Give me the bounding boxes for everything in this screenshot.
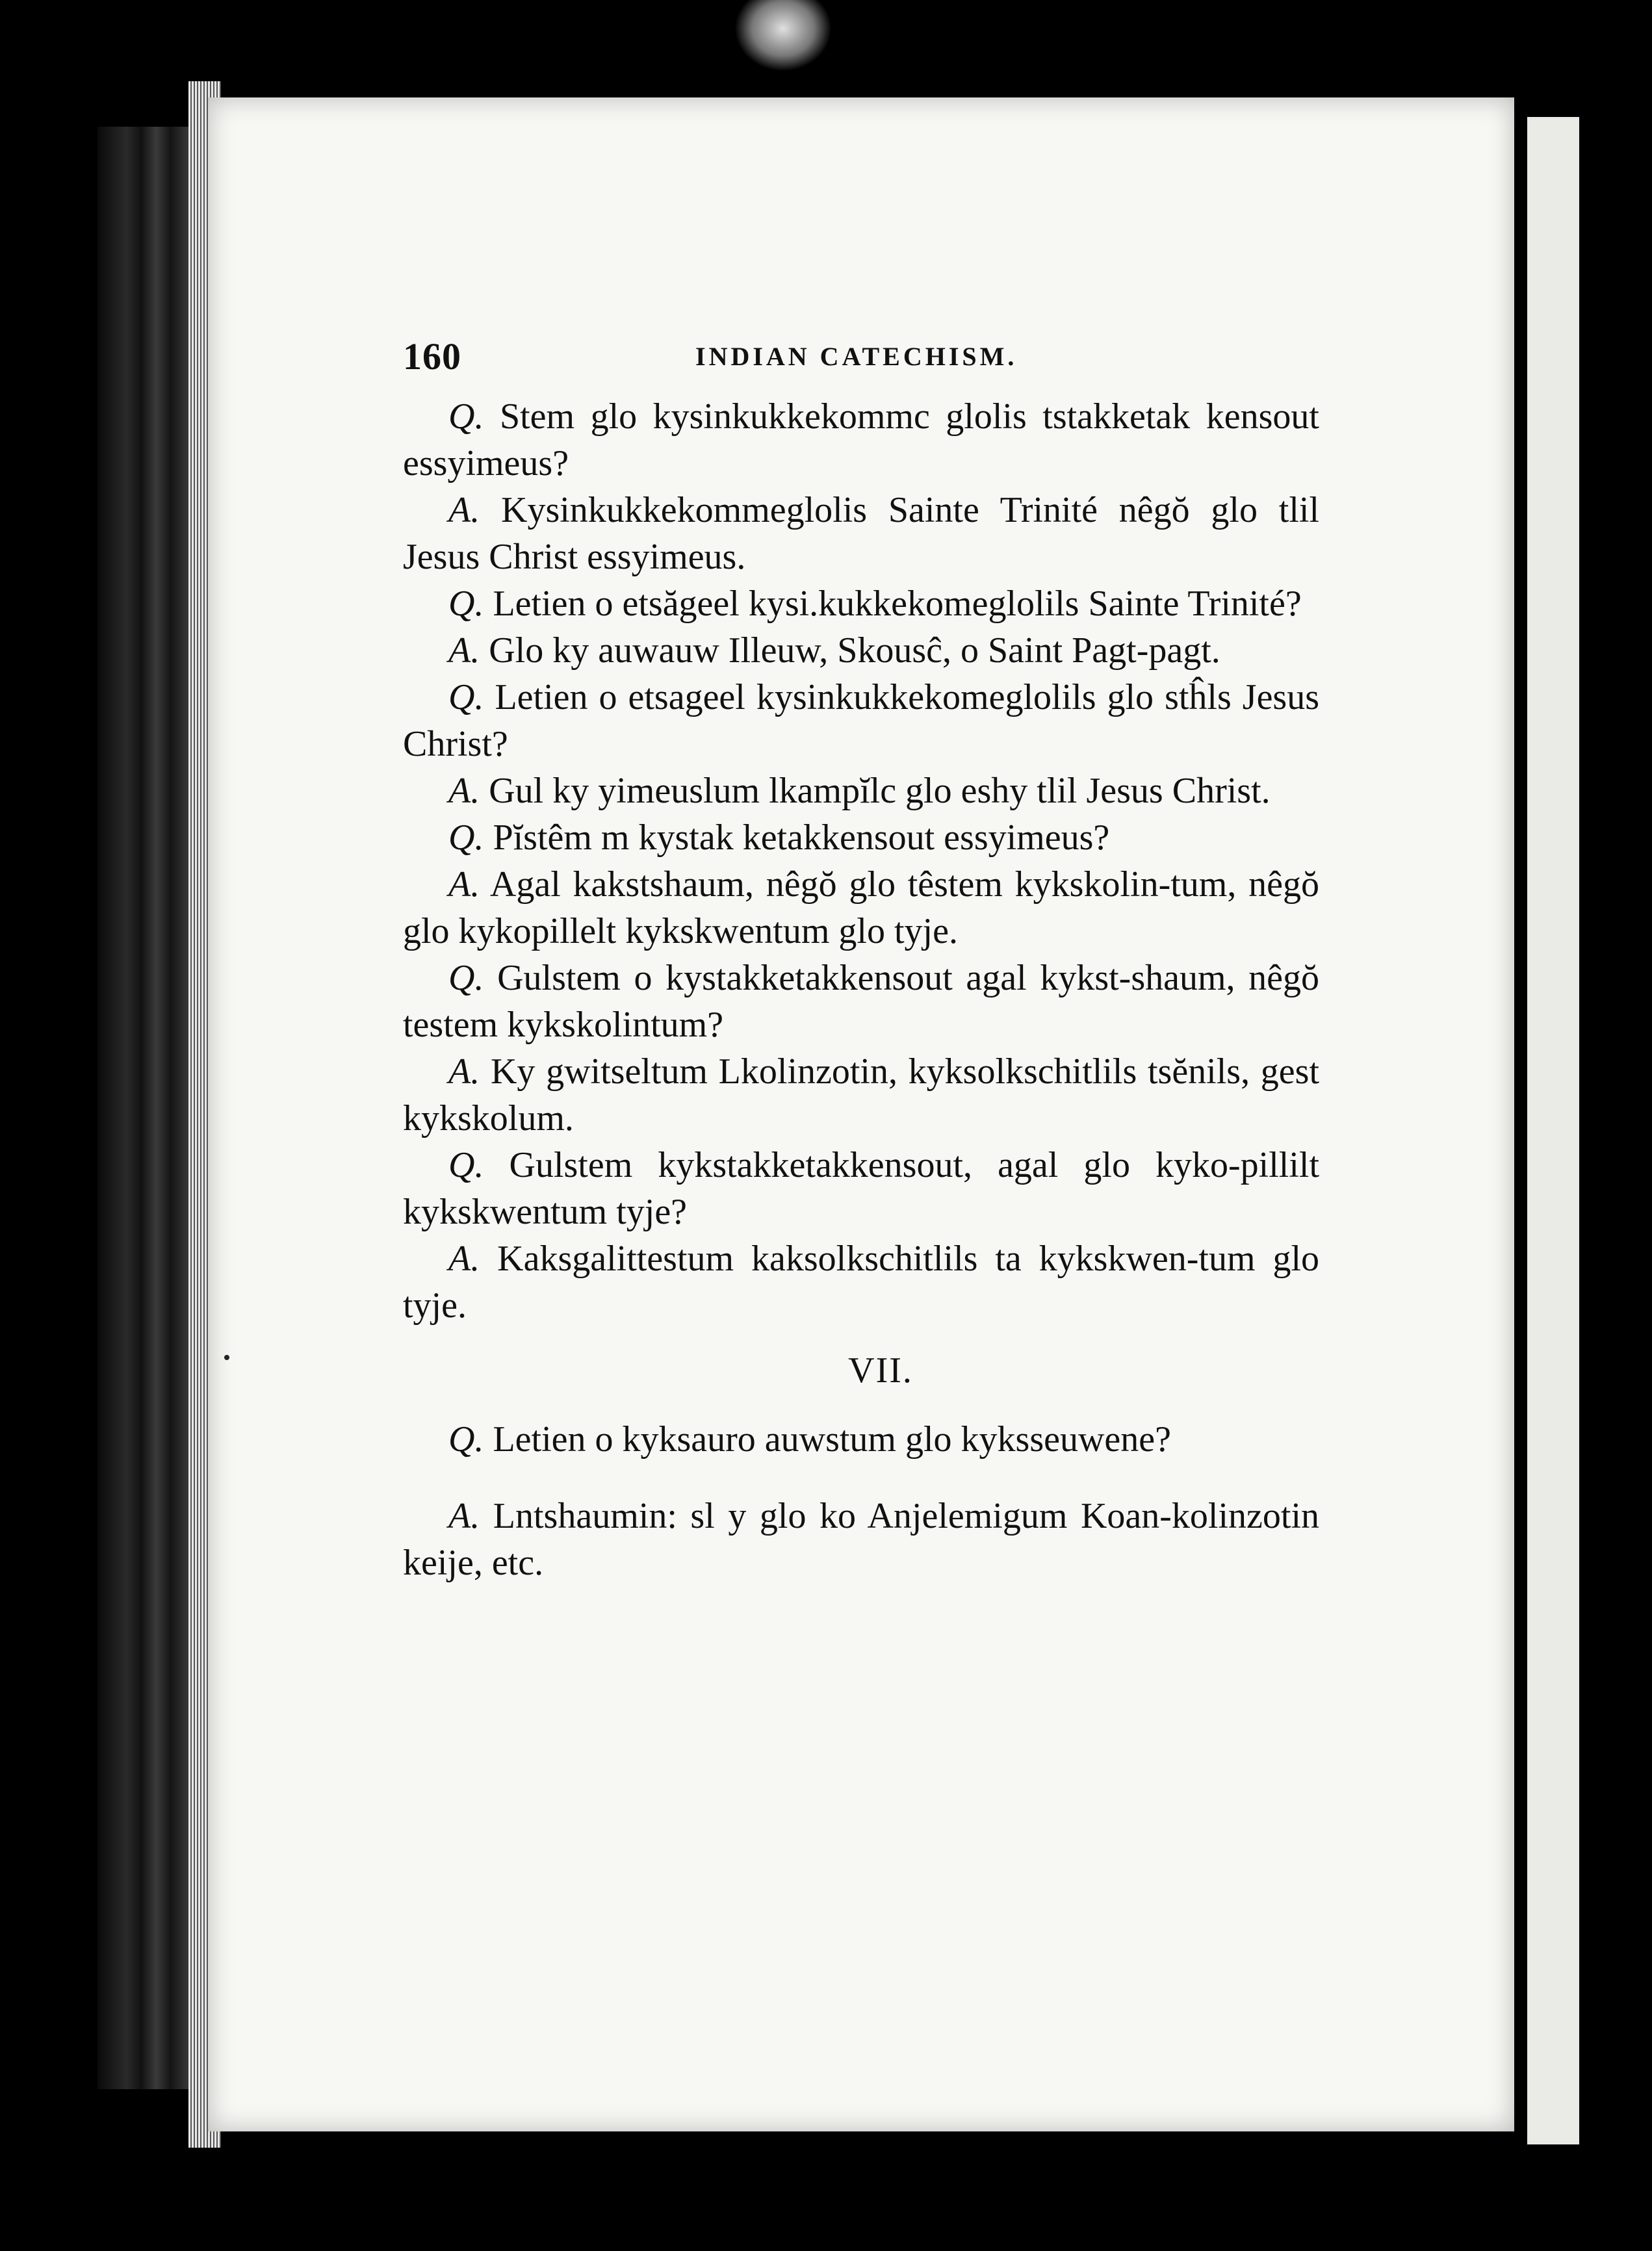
answer-label: A.	[448, 864, 480, 905]
answer-label: A.	[448, 1239, 480, 1279]
paragraph-text: Kysinkukkekommeglolis Sainte Trinité nêgŏ glo tlil Jesus Christ essyimeus.	[403, 490, 1319, 577]
answer-paragraph	[403, 1493, 1319, 1586]
question-paragraph	[403, 814, 1319, 861]
page-text	[403, 335, 1319, 1586]
page-number: 160	[403, 335, 461, 378]
paragraph-text: Kaksgalittestum kaksolkschitlils ta kykskwen-tum glo tyje.	[403, 1239, 1320, 1326]
paragraph-text: Letien o etsăgeel kysi.kukkekomeglolils Sainte Trinité?	[493, 584, 1302, 624]
answer-label: A.	[448, 490, 480, 530]
answer-paragraph	[403, 767, 1319, 814]
question-label: Q.	[448, 1145, 484, 1185]
question-label: Q.	[448, 396, 484, 437]
scan-smudge	[734, 0, 832, 71]
answer-paragraph	[403, 861, 1319, 955]
book-binding	[97, 127, 195, 2089]
catechism-entries	[403, 393, 1319, 1329]
question-label: Q.	[448, 958, 484, 998]
running-title: INDIAN CATECHISM.	[695, 342, 1018, 371]
answer-label: A.	[448, 630, 480, 671]
paragraph-text: Ky gwitseltum Lkolinzotin, kyksolkschitlils tsĕnils, gest kykskolum.	[403, 1051, 1320, 1138]
paragraph-text: Letien o etsageel kysinkukkekomeglolils glo stĥls Jesus Christ?	[403, 677, 1320, 764]
answer-label: A.	[448, 771, 480, 811]
question-label: Q.	[448, 584, 484, 624]
question-paragraph	[403, 955, 1319, 1048]
catechism-entries-section-vii	[403, 1416, 1319, 1586]
scan-speck	[224, 1355, 229, 1360]
question-label: Q.	[448, 677, 484, 717]
answer-paragraph	[403, 487, 1319, 580]
question-paragraph	[403, 1416, 1319, 1463]
paragraph-text: Agal kakstshaum, nêgŏ glo têstem kykskolin-tum, nêgŏ glo kykopillelt kykskwentum glo tyje.	[403, 864, 1319, 951]
answer-label: A.	[448, 1051, 480, 1092]
question-paragraph	[403, 393, 1319, 487]
question-paragraph	[403, 1142, 1319, 1235]
answer-label: A.	[448, 1496, 480, 1536]
running-head	[403, 335, 1319, 393]
paragraph-text: Glo ky auwauw Illeuw, Skousĉ, o Saint Pagt-pagt.	[489, 630, 1220, 671]
question-paragraph	[403, 674, 1319, 767]
paragraph-text: Gulstem o kystakketakkensout agal kykst-shaum, nêgŏ testem kykskolintum?	[403, 958, 1320, 1045]
paragraph-text: Pĭstêm m kystak ketakkensout essyimeus?	[493, 817, 1110, 858]
question-label: Q.	[448, 817, 484, 858]
paragraph-text: Gulstem kykstakketakkensout, agal glo kyko-pillilt kykskwentum tyje?	[403, 1145, 1320, 1232]
question-label: Q.	[448, 1419, 484, 1460]
paragraph-text: Lntshaumin: sl y glo ko Anjelemigum Koan-kolinzotin keije, etc.	[403, 1496, 1320, 1583]
answer-paragraph	[403, 1048, 1319, 1142]
answer-paragraph	[403, 627, 1319, 674]
facing-page-edge	[1527, 117, 1579, 2144]
answer-paragraph	[403, 1235, 1319, 1329]
section-heading: VII.	[848, 1350, 913, 1391]
paragraph-text: Letien o kyksauro auwstum glo kyksseuwene?	[493, 1419, 1171, 1460]
question-paragraph	[403, 580, 1319, 627]
paragraph-gap	[403, 1463, 1319, 1493]
paragraph-text: Gul ky yimeuslum lkampĭlc glo eshy tlil Jesus Christ.	[489, 771, 1271, 811]
paragraph-text: Stem glo kysinkukkekommc glolis tstakketak kensout essyimeus?	[403, 396, 1319, 483]
